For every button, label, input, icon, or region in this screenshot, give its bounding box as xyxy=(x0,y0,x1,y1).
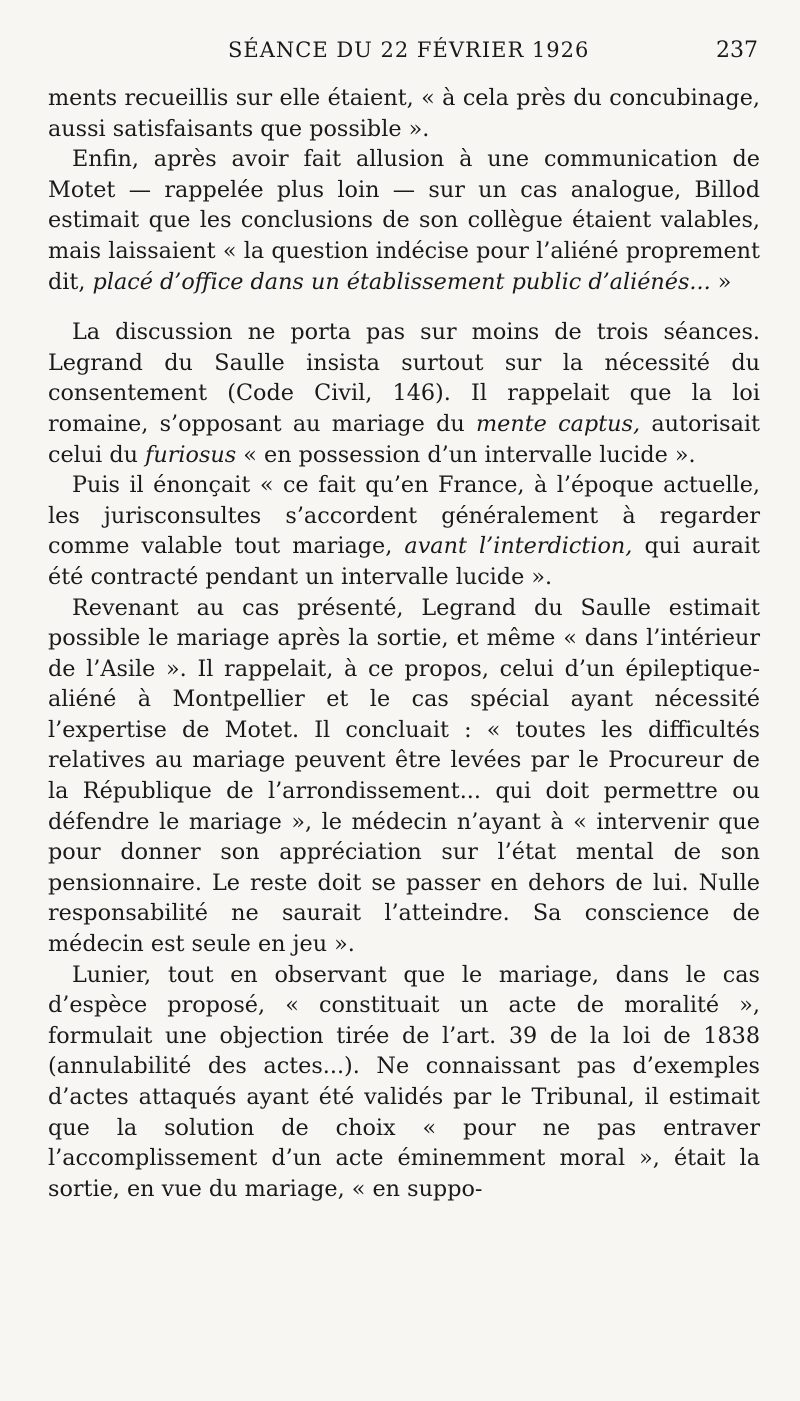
text-run: Lunier, tout en observant que le mariage, dans le cas d’espèce proposé, « constituait un acte de moralité », formulait une objection tirée de l’art. 39 de la loi de 1838 (annulabilité des actes...). Ne connaissant pas d’exemples d’actes attaqués ayant été validés par le Tribunal, il estimait que la solution de choix « pour ne pas entraver l’accomplissement d’un acte éminemment moral », était la sortie, en vue du mariage, « en suppo- xyxy=(48,961,760,1202)
paragraph-4 xyxy=(48,470,760,592)
paragraph-3 xyxy=(48,317,760,470)
italic-run: furiosus xyxy=(145,441,237,468)
paragraph-2 xyxy=(48,144,760,297)
text-run: La discussion ne porta pas sur moins de trois séances. Legrand du Saulle insista surtout sur la nécessité du consentement (Code Civil, 146). Il rappelait que la loi romaine, s’opposant au mariage du xyxy=(48,319,760,437)
paragraph-1 xyxy=(48,83,760,144)
paragraph-6 xyxy=(48,960,760,1205)
page-header xyxy=(48,34,760,74)
body-text xyxy=(48,83,760,1204)
text-run: ments recueillis sur elle étaient, « à cela près du concubinage, aussi satisfaisants que possible ». xyxy=(48,85,760,142)
text-run: qui aurait été contracté pendant un intervalle lucide ». xyxy=(48,533,760,590)
text-run: Enfin, après avoir fait allusion à une communication de Motet — rappelée plus loin — sur un cas analogue, Billod estimait que les conclusions de son collègue étaient valables, mais laissaient « la question indécise pour l’aliéné proprement dit, xyxy=(48,146,760,295)
italic-run: avant l’interdiction, xyxy=(404,533,633,560)
italic-run: mente captus, xyxy=(476,410,641,437)
text-run: » xyxy=(710,268,732,295)
text-run: autorisait celui du xyxy=(48,410,760,468)
page-number: 237 xyxy=(716,38,758,63)
text-run: Revenant au cas présenté, Legrand du Saulle estimait possible le mariage après la sortie, et même « dans l’intérieur de l’Asile ». Il rappelait, à ce propos, celui d’un épileptique-aliéné à Montpellier et le cas spécial ayant nécessité l’expertise de Motet. Il concluait : « toutes les difficultés relatives au mariage peuvent être levées par le Procureur de la République de l’arrondissement... qui doit permettre ou défendre le mariage », le médecin n’ayant à « intervenir que pour donner son appréciation sur l’état mental de son pensionnaire. Le reste doit se passer en dehors de lui. Nulle responsabilité ne saurait l’atteindre. Sa conscience de médecin est seule en jeu ». xyxy=(48,594,760,958)
italic-run: placé d’office dans un établissement public d’aliénés... xyxy=(92,268,711,295)
text-run: « en possession d’un intervalle lucide ». xyxy=(236,441,696,468)
running-head: SÉANCE DU 22 FÉVRIER 1926 xyxy=(228,38,590,62)
text-run: Puis il énonçait « ce fait qu’en France, à l’époque actuelle, les jurisconsultes s’accordent généralement à regarder comme valable tout mariage, xyxy=(48,472,760,560)
paragraph-5 xyxy=(48,593,760,960)
